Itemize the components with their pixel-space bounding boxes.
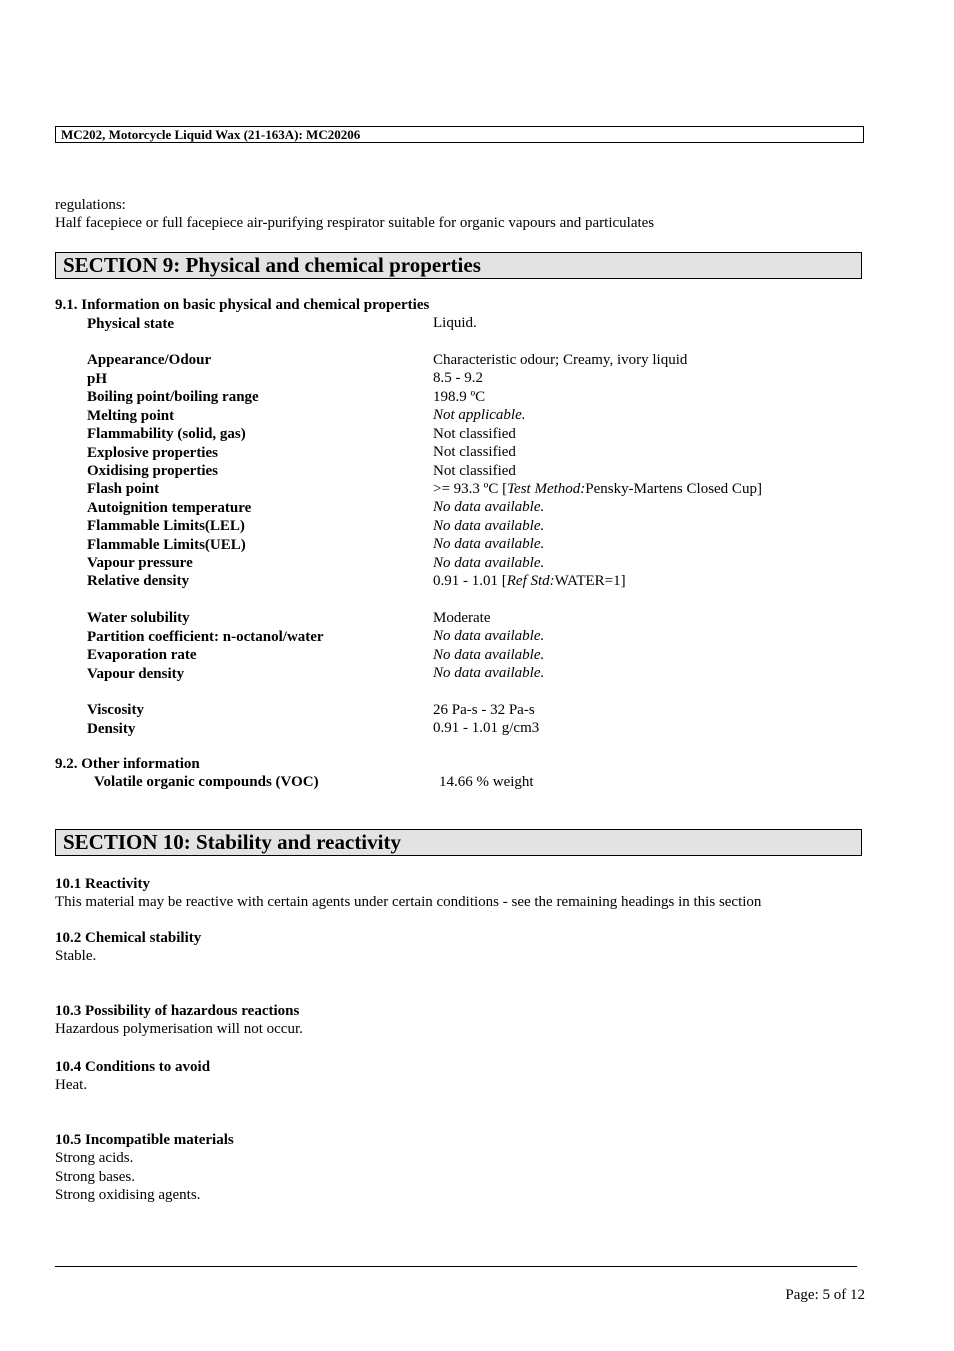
property-value: 26 Pa-s - 32 Pa-s — [433, 702, 535, 718]
property-value: No data available. — [433, 555, 545, 571]
property-value: Not classified — [433, 426, 516, 442]
property-value: 0.91 - 1.01 g/cm3 — [433, 720, 540, 736]
property-value: No data available. — [433, 536, 545, 552]
footer-divider — [55, 1266, 857, 1267]
property-label: Boiling point/boiling range — [87, 389, 259, 405]
property-label: Flammability (solid, gas) — [87, 426, 246, 442]
property-value: Not classified — [433, 463, 516, 479]
property-label: Vapour density — [87, 666, 185, 682]
property-value: Moderate — [433, 610, 491, 626]
property-label: Autoignition temperature — [87, 500, 252, 516]
property-value: No data available. — [433, 665, 545, 681]
property-value: Not applicable. — [433, 407, 526, 423]
property-label: Water solubility — [87, 610, 190, 626]
property-label: Relative density — [87, 573, 190, 589]
property-value: No data available. — [433, 628, 545, 644]
property-value — [433, 572, 626, 591]
property-label: Flammable Limits(UEL) — [87, 537, 246, 553]
voc-label: Volatile organic compounds (VOC) — [94, 774, 319, 790]
voc-value: 14.66 % weight — [439, 774, 534, 790]
property-label: Density — [87, 721, 136, 737]
property-value — [433, 480, 762, 499]
property-label: Melting point — [87, 408, 175, 424]
property-label: Flammable Limits(LEL) — [87, 518, 245, 534]
ref-std-label: Ref Std: — [506, 573, 555, 589]
intro-line-1: regulations: — [55, 197, 126, 213]
property-label: pH — [87, 371, 108, 387]
property-label: Appearance/Odour — [87, 352, 212, 368]
page-number: Page: 5 of 12 — [785, 1287, 865, 1303]
property-label: Evaporation rate — [87, 647, 197, 663]
flash-point-value: >= 93.3 ºC [ — [433, 481, 508, 497]
property-value: Liquid. — [433, 315, 477, 331]
subsection-9-1-heading: 9.1. Information on basic physical and chemical properties — [55, 297, 430, 313]
property-value: No data available. — [433, 647, 545, 663]
property-label: Partition coefficient: n-octanol/water — [87, 629, 324, 645]
property-label: Oxidising properties — [87, 463, 218, 479]
document-header: MC202, Motorcycle Liquid Wax (21-163A): MC20206 — [55, 126, 864, 143]
test-method-label: Test Method: — [507, 481, 586, 497]
incompatible-material-item: Strong acids. — [55, 1150, 134, 1166]
property-value: No data available. — [433, 518, 545, 534]
ref-std-value: WATER=1] — [554, 573, 626, 589]
reactivity-text: This material may be reactive with certain agents under certain conditions - see the remaining headings in this section — [55, 894, 762, 910]
property-value: 8.5 - 9.2 — [433, 370, 483, 386]
hazardous-reactions-heading: 10.3 Possibility of hazardous reactions — [55, 1003, 300, 1019]
hazardous-reactions-text: Hazardous polymerisation will not occur. — [55, 1021, 303, 1037]
property-value: Not classified — [433, 444, 516, 460]
property-label: Viscosity — [87, 702, 144, 718]
incompatible-materials-heading: 10.5 Incompatible materials — [55, 1132, 234, 1148]
conditions-to-avoid-text: Heat. — [55, 1077, 88, 1093]
incompatible-material-item: Strong oxidising agents. — [55, 1187, 201, 1203]
chemical-stability-text: Stable. — [55, 948, 97, 964]
property-value: 198.9 ºC — [433, 389, 486, 405]
reactivity-heading: 10.1 Reactivity — [55, 876, 150, 892]
test-method-value: Pensky-Martens Closed Cup] — [585, 481, 762, 497]
intro-line-2: Half facepiece or full facepiece air-purifying respirator suitable for organic vapours and particulates — [55, 215, 655, 231]
relative-density-value: 0.91 - 1.01 [ — [433, 573, 507, 589]
section-9-title: SECTION 9: Physical and chemical properties — [55, 252, 862, 279]
incompatible-material-item: Strong bases. — [55, 1169, 135, 1185]
subsection-9-2-heading: 9.2. Other information — [55, 756, 200, 772]
property-value: No data available. — [433, 499, 545, 515]
chemical-stability-heading: 10.2 Chemical stability — [55, 930, 202, 946]
property-value: Characteristic odour; Creamy, ivory liquid — [433, 352, 688, 368]
property-label: Vapour pressure — [87, 555, 193, 571]
property-label: Explosive properties — [87, 445, 218, 461]
conditions-to-avoid-heading: 10.4 Conditions to avoid — [55, 1059, 211, 1075]
property-label: Flash point — [87, 481, 160, 497]
section-10-title: SECTION 10: Stability and reactivity — [55, 829, 862, 856]
property-label: Physical state — [87, 316, 175, 332]
